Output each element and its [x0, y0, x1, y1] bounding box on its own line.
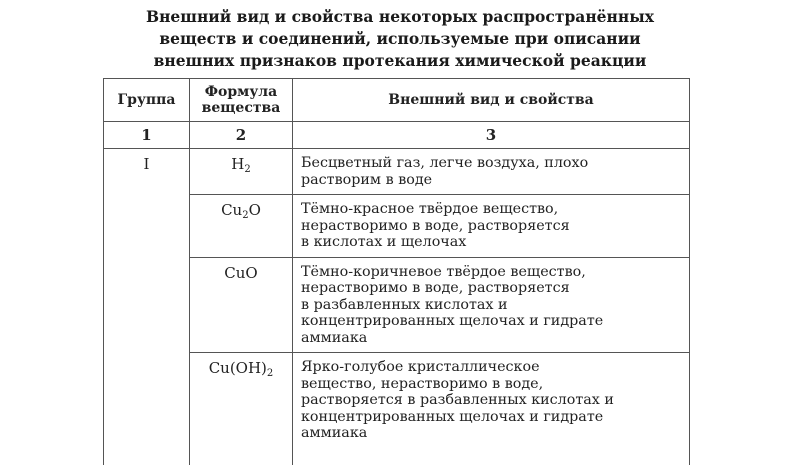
column-number-row [104, 122, 690, 149]
description-line: в разбавленных кислотах и [301, 297, 689, 314]
table-row [104, 257, 690, 353]
formula-base: H [231, 155, 244, 173]
description-cell [293, 257, 690, 353]
table-row [104, 353, 690, 465]
description-line: Тёмно-красное твёрдое вещество, [301, 201, 689, 218]
document-title [0, 6, 800, 72]
header-formula-line: вещества [190, 100, 292, 116]
description-line: Ярко-голубое кристаллическое [301, 359, 689, 376]
formula-subscript: 2 [267, 368, 273, 379]
header-formula-line: Формула [190, 84, 292, 100]
description-cell [293, 195, 690, 258]
description-line: концентрированных щелочах и гидрате [301, 313, 689, 330]
description-line: растворяется в разбавленных кислотах и [301, 392, 689, 409]
formula-base: Cu(OH) [209, 359, 267, 377]
formula-cell [190, 257, 293, 353]
description-line: вещество, нерастворимо в воде, [301, 376, 689, 393]
column-number: 1 [104, 122, 190, 149]
description-line: в кислотах и щелочах [301, 234, 689, 251]
description-line: растворим в воде [301, 172, 689, 189]
description-line: Тёмно-коричневое твёрдое вещество, [301, 264, 689, 281]
table-row [104, 149, 690, 195]
description-line: нерастворимо в воде, растворяется [301, 218, 689, 235]
column-number: 2 [190, 122, 293, 149]
description-line: аммиака [301, 330, 689, 347]
formula-base: Cu [221, 201, 242, 219]
description-cell [293, 353, 690, 465]
header-group: Группа [104, 79, 190, 122]
formula-subscript: 2 [242, 210, 248, 221]
formula-cell [190, 195, 293, 258]
description-line: нерастворимо в воде, растворяется [301, 280, 689, 297]
header-row [104, 79, 690, 122]
formula-subscript: 2 [244, 164, 250, 175]
description-line: концентрированных щелочах и гидрате [301, 409, 689, 426]
description-cell [293, 149, 690, 195]
header-description: Внешний вид и свойства [293, 79, 690, 122]
title-line: веществ и соединений, используемые при описании [0, 28, 800, 50]
formula-cell [190, 149, 293, 195]
group-cell: I [104, 149, 190, 465]
formula-base: CuO [224, 264, 257, 282]
substances-table [103, 78, 690, 465]
formula-cell [190, 353, 293, 465]
description-line: аммиака [301, 425, 689, 442]
header-formula [190, 79, 293, 122]
table-row [104, 195, 690, 258]
column-number: 3 [293, 122, 690, 149]
description-line: Бесцветный газ, легче воздуха, плохо [301, 155, 689, 172]
title-line: внешних признаков протекания химической реакции [0, 50, 800, 72]
title-line: Внешний вид и свойства некоторых распространённых [0, 6, 800, 28]
formula-tail: O [249, 201, 261, 219]
